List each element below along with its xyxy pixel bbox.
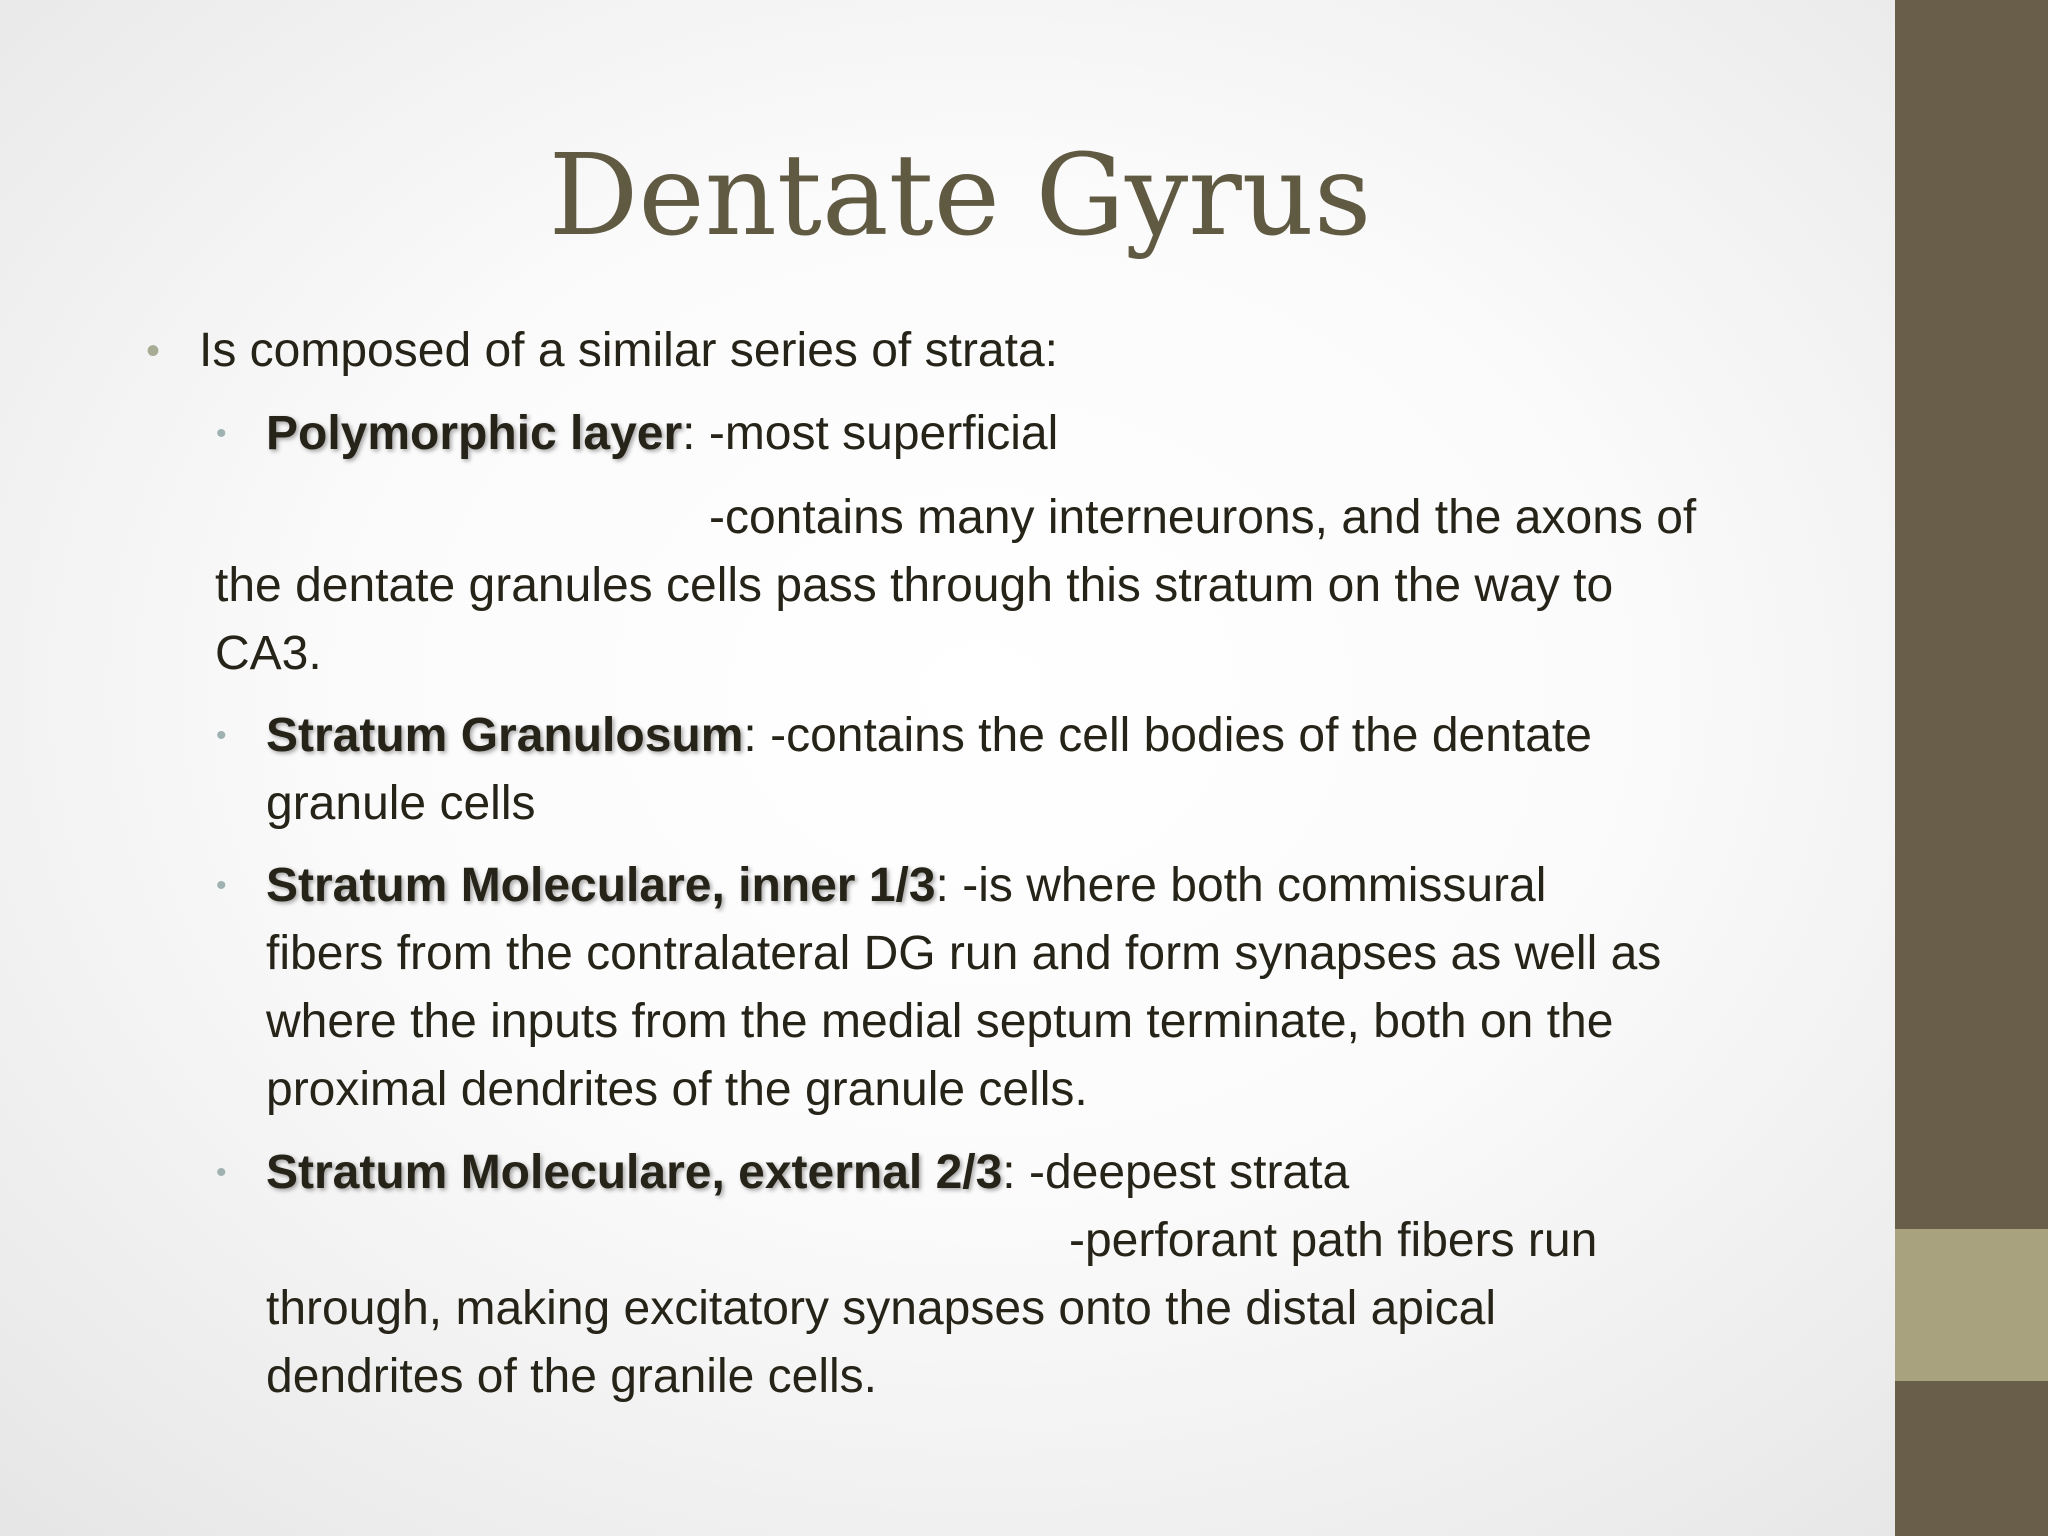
bullet-dot-icon: •: [216, 417, 227, 450]
stratum-desc-line: granule cells: [266, 777, 536, 830]
intro-text: Is composed of a similar series of strata:: [199, 324, 1058, 377]
stratum-moleculare-external: [266, 1139, 1349, 1207]
stratum-desc-line: -perforant path fibers run: [1069, 1214, 1598, 1267]
stratum-term: Stratum Moleculare, inner 1/3: [266, 859, 936, 912]
stratum-granulosum: [266, 702, 1592, 770]
stratum-desc-line: CA3.: [215, 627, 322, 680]
stratum-desc-line: through, making excitatory synapses onto the distal apical: [266, 1282, 1497, 1335]
stratum-term: Polymorphic layer: [266, 407, 683, 460]
stratum-polymorphic: [266, 400, 1058, 468]
stratum-desc: : -is where both commissural: [935, 859, 1547, 912]
stratum-desc-line: fibers from the contralateral DG run and form synapses as well as: [266, 927, 1662, 980]
side-accent-decoration: [1895, 1229, 2048, 1381]
stratum-desc-line: dendrites of the granile cells.: [266, 1350, 878, 1403]
stratum-desc-line: proximal dendrites of the granule cells.: [266, 1063, 1088, 1116]
slide-title: Dentate Gyrus: [548, 131, 1372, 261]
stratum-desc: : -deepest strata: [1002, 1146, 1350, 1199]
stratum-term: Stratum Granulosum: [266, 709, 744, 762]
stratum-term: Stratum Moleculare, external 2/3: [266, 1146, 1003, 1199]
stratum-desc-line: where the inputs from the medial septum terminate, both on the: [266, 995, 1614, 1048]
bullet-dot-icon: •: [216, 719, 227, 752]
stratum-moleculare-inner: [266, 852, 1546, 920]
stratum-desc: : -most superficial: [682, 407, 1059, 460]
stratum-desc-line: -contains many interneurons, and the axons of: [709, 491, 1697, 544]
bullet-dot-icon: •: [216, 1156, 227, 1189]
bullet-dot-icon: •: [216, 869, 227, 902]
bullet-dot-icon: •: [146, 329, 161, 373]
stratum-desc-line: the dentate granules cells pass through this stratum on the way to: [215, 559, 1614, 612]
stratum-desc: : -contains the cell bodies of the dentate: [743, 709, 1592, 762]
